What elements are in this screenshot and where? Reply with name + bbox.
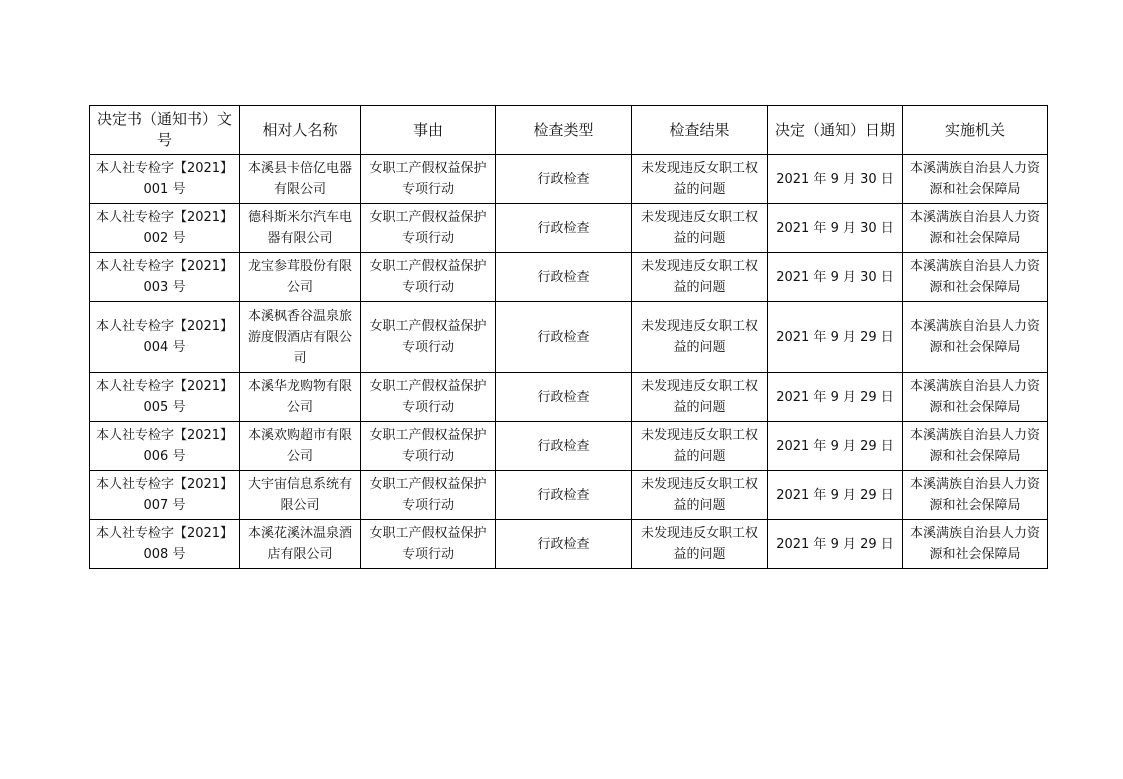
cell-document-number: 本人社专检字【2021】007 号	[90, 471, 240, 520]
cell-inspection-type: 行政检查	[496, 302, 632, 373]
header-inspection-result: 检查结果	[632, 106, 768, 155]
cell-implementing-agency: 本溪满族自治县人力资源和社会保障局	[903, 373, 1048, 422]
cell-decision-date: 2021 年 9 月 29 日	[768, 422, 903, 471]
table-header-row	[90, 106, 1048, 155]
cell-implementing-agency: 本溪满族自治县人力资源和社会保障局	[903, 204, 1048, 253]
cell-decision-date: 2021 年 9 月 30 日	[768, 204, 903, 253]
cell-implementing-agency: 本溪满族自治县人力资源和社会保障局	[903, 520, 1048, 569]
cell-reason: 女职工产假权益保护专项行动	[361, 520, 496, 569]
cell-document-number: 本人社专检字【2021】004 号	[90, 302, 240, 373]
inspection-results-table	[89, 105, 1048, 569]
cell-counterparty-name: 本溪枫香谷温泉旅游度假酒店有限公司	[240, 302, 361, 373]
table-row	[90, 471, 1048, 520]
cell-inspection-type: 行政检查	[496, 253, 632, 302]
table-row	[90, 520, 1048, 569]
cell-decision-date: 2021 年 9 月 29 日	[768, 471, 903, 520]
cell-document-number: 本人社专检字【2021】005 号	[90, 373, 240, 422]
cell-counterparty-name: 本溪欢购超市有限公司	[240, 422, 361, 471]
cell-decision-date: 2021 年 9 月 29 日	[768, 520, 903, 569]
cell-counterparty-name: 龙宝参茸股份有限公司	[240, 253, 361, 302]
header-implementing-agency: 实施机关	[903, 106, 1048, 155]
cell-implementing-agency: 本溪满族自治县人力资源和社会保障局	[903, 253, 1048, 302]
cell-inspection-type: 行政检查	[496, 471, 632, 520]
cell-document-number: 本人社专检字【2021】008 号	[90, 520, 240, 569]
cell-document-number: 本人社专检字【2021】003 号	[90, 253, 240, 302]
cell-inspection-type: 行政检查	[496, 520, 632, 569]
cell-inspection-result: 未发现违反女职工权益的问题	[632, 204, 768, 253]
table-row	[90, 155, 1048, 204]
cell-reason: 女职工产假权益保护专项行动	[361, 155, 496, 204]
cell-decision-date: 2021 年 9 月 30 日	[768, 155, 903, 204]
cell-reason: 女职工产假权益保护专项行动	[361, 204, 496, 253]
table-row	[90, 422, 1048, 471]
cell-reason: 女职工产假权益保护专项行动	[361, 373, 496, 422]
cell-inspection-result: 未发现违反女职工权益的问题	[632, 373, 768, 422]
cell-decision-date: 2021 年 9 月 29 日	[768, 302, 903, 373]
cell-inspection-type: 行政检查	[496, 204, 632, 253]
cell-inspection-result: 未发现违反女职工权益的问题	[632, 422, 768, 471]
cell-document-number: 本人社专检字【2021】006 号	[90, 422, 240, 471]
cell-counterparty-name: 德科斯米尔汽车电器有限公司	[240, 204, 361, 253]
cell-implementing-agency: 本溪满族自治县人力资源和社会保障局	[903, 155, 1048, 204]
header-decision-date: 决定（通知）日期	[768, 106, 903, 155]
cell-counterparty-name: 本溪花溪沐温泉酒店有限公司	[240, 520, 361, 569]
cell-document-number: 本人社专检字【2021】002 号	[90, 204, 240, 253]
cell-reason: 女职工产假权益保护专项行动	[361, 471, 496, 520]
header-reason: 事由	[361, 106, 496, 155]
cell-decision-date: 2021 年 9 月 30 日	[768, 253, 903, 302]
cell-counterparty-name: 本溪县卡倍亿电器有限公司	[240, 155, 361, 204]
cell-counterparty-name: 本溪华龙购物有限公司	[240, 373, 361, 422]
cell-implementing-agency: 本溪满族自治县人力资源和社会保障局	[903, 471, 1048, 520]
cell-inspection-result: 未发现违反女职工权益的问题	[632, 253, 768, 302]
header-counterparty-name: 相对人名称	[240, 106, 361, 155]
table-row	[90, 373, 1048, 422]
cell-implementing-agency: 本溪满族自治县人力资源和社会保障局	[903, 302, 1048, 373]
cell-reason: 女职工产假权益保护专项行动	[361, 302, 496, 373]
cell-inspection-result: 未发现违反女职工权益的问题	[632, 302, 768, 373]
cell-decision-date: 2021 年 9 月 29 日	[768, 373, 903, 422]
cell-inspection-type: 行政检查	[496, 422, 632, 471]
cell-inspection-type: 行政检查	[496, 373, 632, 422]
cell-inspection-result: 未发现违反女职工权益的问题	[632, 155, 768, 204]
header-document-number: 决定书（通知书）文号	[90, 106, 240, 155]
header-inspection-type: 检查类型	[496, 106, 632, 155]
cell-inspection-type: 行政检查	[496, 155, 632, 204]
cell-inspection-result: 未发现违反女职工权益的问题	[632, 471, 768, 520]
cell-reason: 女职工产假权益保护专项行动	[361, 422, 496, 471]
cell-document-number: 本人社专检字【2021】001 号	[90, 155, 240, 204]
table-row	[90, 204, 1048, 253]
cell-inspection-result: 未发现违反女职工权益的问题	[632, 520, 768, 569]
table-row	[90, 253, 1048, 302]
table-row	[90, 302, 1048, 373]
cell-counterparty-name: 大宇宙信息系统有限公司	[240, 471, 361, 520]
cell-implementing-agency: 本溪满族自治县人力资源和社会保障局	[903, 422, 1048, 471]
cell-reason: 女职工产假权益保护专项行动	[361, 253, 496, 302]
